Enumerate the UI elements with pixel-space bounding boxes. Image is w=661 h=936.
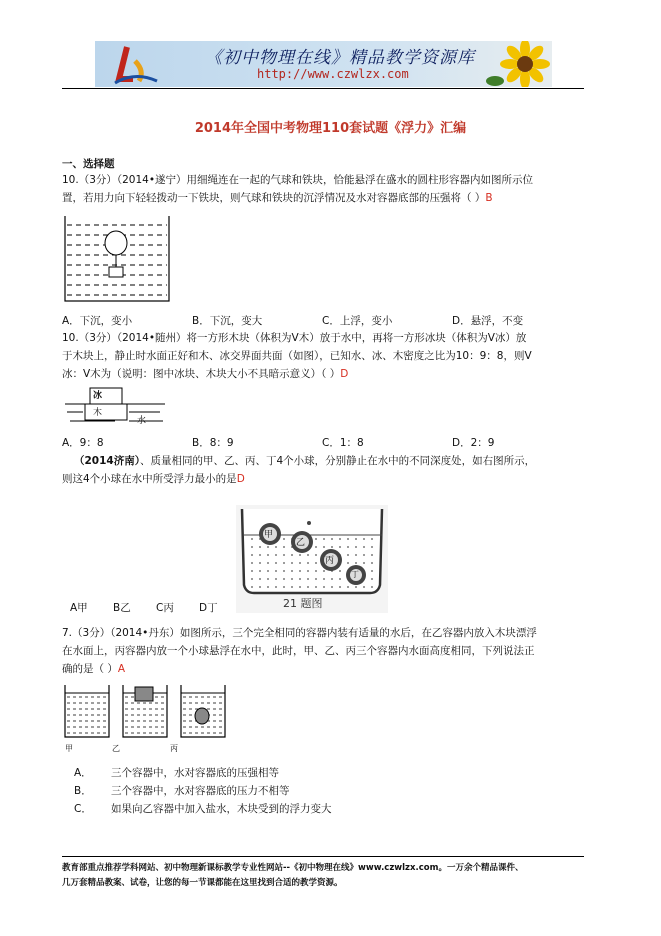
q3-line2: 则这4个小球在水中所受浮力最小的是D (62, 473, 245, 485)
ball-label-bing: 丙 (325, 556, 335, 566)
container-label-bing: 丙 (170, 744, 178, 753)
q1-line1: 10.（3分）（2014•遂宁）用细绳连在一起的气球和铁块，恰能悬浮在盛水的圆柱形容器内如图所示位 (62, 174, 534, 186)
q4-line3: 确的是（ ）A (62, 663, 126, 675)
banner-url[interactable]: http://www.czwlzx.com (257, 67, 409, 81)
document-title: 2014年全国中考物理110套试题《浮力》汇编 (194, 121, 467, 136)
balloon-icon (105, 231, 127, 255)
q1-line2: 置，若用力向下轻轻拨动一下铁块，则气球和铁块的沉浮情况及水对容器底部的压强将（ ）B (62, 192, 493, 204)
q1-option-b[interactable]: B．下沉，变大 (192, 315, 263, 327)
q3-source: （2014济南） (74, 455, 140, 467)
footer-line1: 教育部重点推荐学科网站、初中物理新课标教学专业性网站--《初中物理在线》www.czwlzx.com。一万余个精品课件、 (62, 863, 524, 873)
q2-ice-label: 冰 (93, 391, 103, 401)
q3-option-b[interactable]: B乙 (113, 602, 131, 614)
q3-option-d[interactable]: D丁 (199, 602, 218, 614)
q3-option-a[interactable]: A甲 (70, 602, 88, 614)
q4-answer: A (117, 663, 126, 675)
container-label-yi: 乙 (112, 744, 120, 753)
q4-line1: 7.（3分）（2014•丹东）如图所示，三个完全相同的容器内装有适量的水后，在乙容器内放入木块漂浮 (62, 627, 537, 639)
q2-option-c[interactable]: C．1：8 (322, 437, 364, 449)
ball-label-jia: 甲 (264, 530, 274, 540)
header-banner (95, 41, 552, 87)
q4-figure (63, 683, 233, 741)
q4-option-c[interactable]: 如果向乙容器中加入盐水，木块受到的浮力变大 (111, 803, 332, 815)
container-label-jia: 甲 (65, 744, 73, 753)
q3-answer: D (236, 473, 245, 485)
suspended-ball-icon (195, 708, 209, 724)
q2-line1: 10.（3分）（2014•随州）将一方形木块（体积为V木）放于水中，再将一方形冰块（体积为V冰）放 (62, 332, 527, 344)
sunflower-icon (485, 41, 552, 87)
q1-answer: B (485, 192, 493, 204)
q3-line1: （2014济南）、质量相同的甲、乙、丙、丁4个小球，分别静止在水中的不同深度处，如右图所示， (74, 455, 536, 467)
q2-option-d[interactable]: D．2：9 (452, 437, 495, 449)
q4-option-a[interactable]: 三个容器中，水对容器底的压强相等 (111, 767, 279, 779)
iron-block-icon (109, 267, 123, 277)
site-logo-icon (105, 41, 165, 87)
q2-water-label: 水 (137, 416, 147, 426)
q3-figure-caption: 21 题图 (283, 597, 323, 610)
q4-line2: 在水面上，丙容器内放一个小球悬浮在水中，此时，甲、乙、丙三个容器内水面高度相同，下列说法正 (62, 645, 535, 657)
header-rule (62, 88, 584, 89)
q2-line2: 于木块上，静止时水面正好和木、冰交界面共面（如图），已知水、冰、木密度之比为10：9：8，则V (62, 350, 532, 362)
q2-option-a[interactable]: A．9：8 (62, 437, 104, 449)
q1-figure (63, 213, 173, 305)
wood-block-icon (135, 687, 153, 701)
q1-option-a[interactable]: A．下沉，变小 (62, 315, 133, 327)
footer-rule (62, 856, 584, 857)
q4-option-c-letter[interactable]: C． (74, 803, 92, 815)
q4-option-b[interactable]: 三个容器中，水对容器底的压力不相等 (111, 785, 290, 797)
q2-option-b[interactable]: B．8：9 (192, 437, 234, 449)
q4-option-a-letter[interactable]: A． (74, 767, 92, 779)
ball-label-ding: 丁 (351, 570, 359, 579)
banner-title: 《初中物理在线》精品教学资源库 (205, 48, 475, 68)
q2-wood-label: 木 (93, 408, 103, 418)
ball-label-yi: 乙 (296, 538, 306, 548)
q1-option-d[interactable]: D．悬浮，不变 (452, 315, 524, 327)
q3-option-c[interactable]: C丙 (156, 602, 174, 614)
q4-option-b-letter[interactable]: B． (74, 785, 92, 797)
q1-option-c[interactable]: C．上浮，变小 (322, 315, 393, 327)
footer-line2: 几万套精品教案、试卷，让您的每一节课都能在这里找到合适的教学资源。 (62, 878, 343, 888)
section-heading: 一、选择题 (62, 158, 115, 170)
q2-answer: D (340, 368, 349, 380)
q2-figure (65, 386, 165, 428)
q2-line3: 冰：V木为（说明：图中冰块、木块大小不具暗示意义）（ ）D (62, 368, 349, 380)
